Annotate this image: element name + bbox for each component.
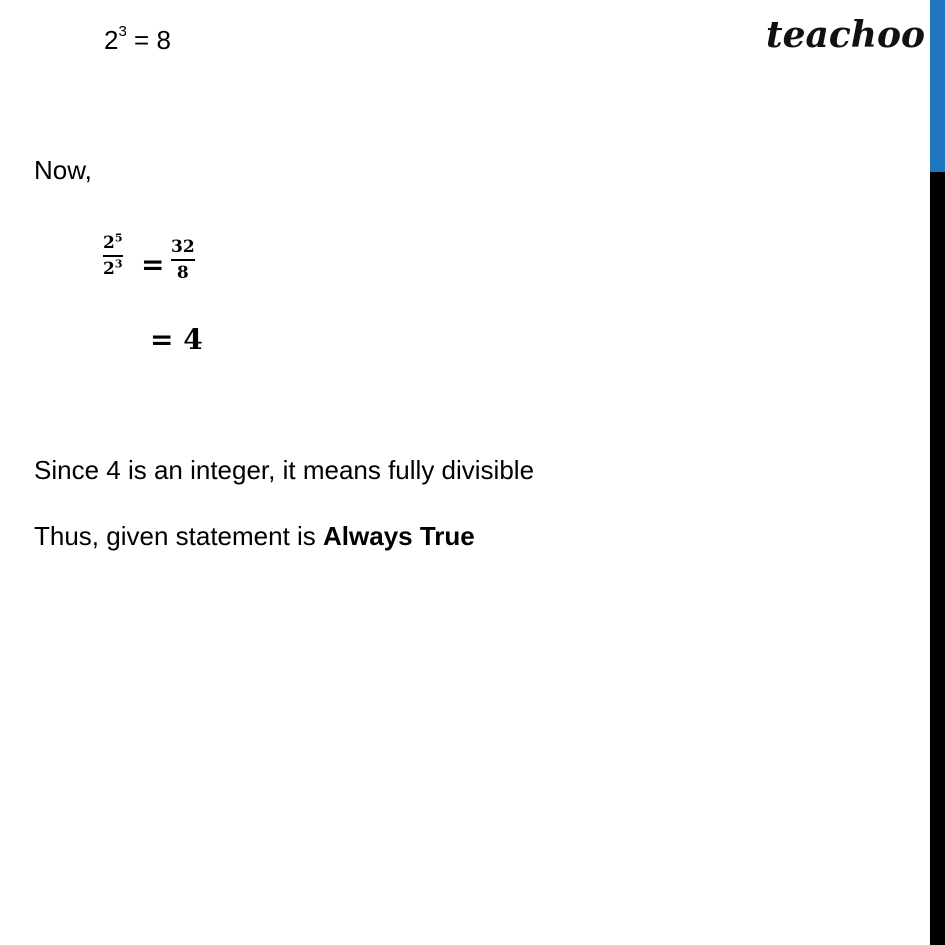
now-label: Now, <box>34 155 92 185</box>
fraction-values-denominator: 8 <box>176 263 189 283</box>
header-rest: = 8 <box>126 25 171 55</box>
fraction-powers-denominator: $2^3$ <box>103 257 123 279</box>
conclusion-answer: Always True <box>323 521 475 551</box>
fraction-values-numerator: 32 <box>171 237 195 257</box>
equals-sign: = <box>141 248 165 281</box>
fraction-powers-numerator: $2^5$ <box>103 231 123 253</box>
header-exponent: 3 <box>118 23 127 41</box>
fraction-bar <box>171 259 195 261</box>
fraction-values <box>171 237 195 283</box>
fraction-powers <box>103 233 123 279</box>
teachoo-logo: teachoo <box>766 14 925 56</box>
right-sidebar <box>930 0 945 945</box>
conclusion-prefix: Thus, given statement is <box>34 521 324 551</box>
header-base: 2 <box>104 25 119 55</box>
header-equation <box>104 25 171 56</box>
conclusion-line-1: Since 4 is an integer, it means fully divisible <box>34 455 535 485</box>
conclusion-line-2 <box>34 521 475 552</box>
result-line: = 4 <box>150 323 203 356</box>
sidebar-accent <box>930 0 945 172</box>
